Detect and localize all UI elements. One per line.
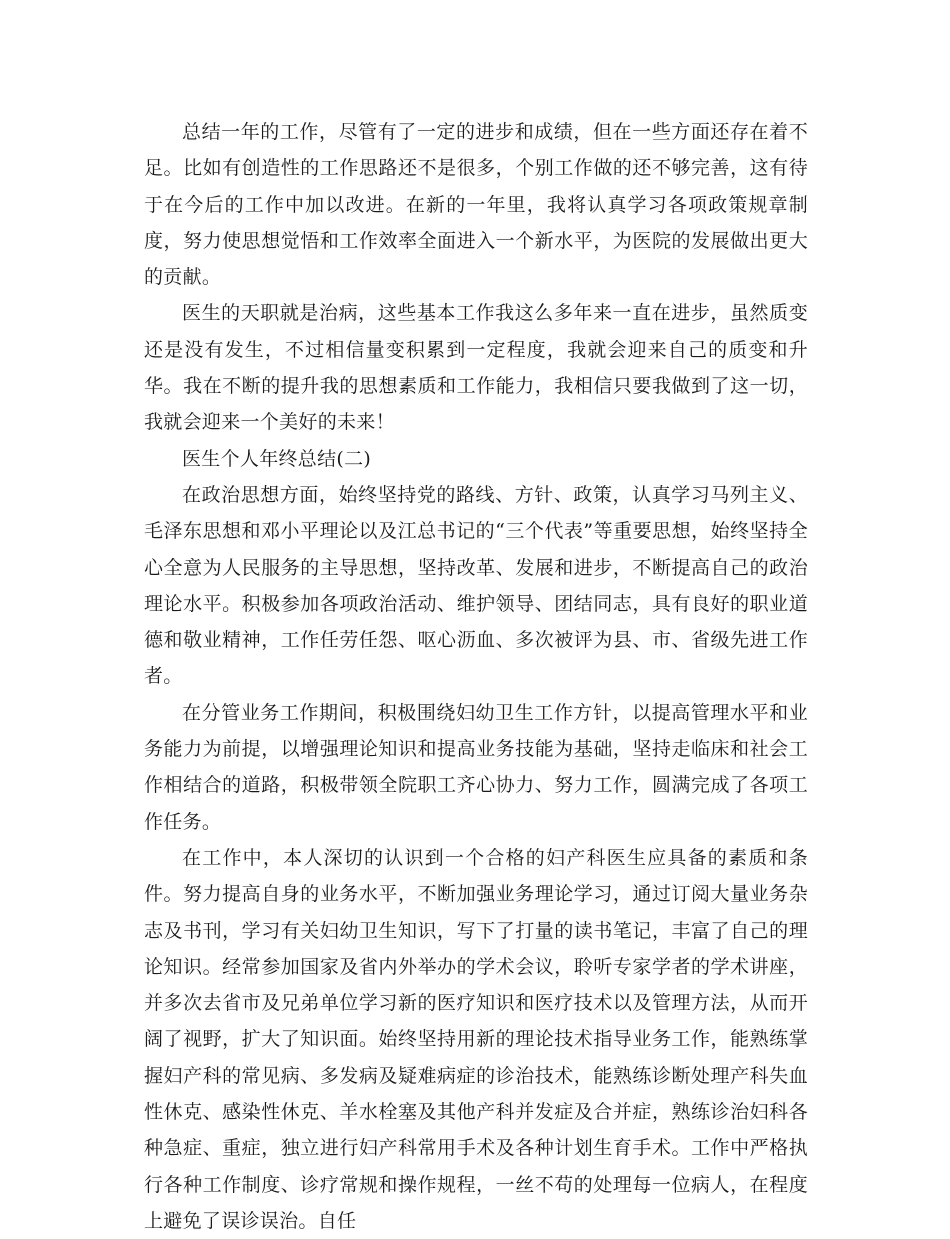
document-body bbox=[144, 114, 808, 1239]
paragraph-business-management: 在分管业务工作期间，积极围绕妇幼卫生工作方针，以提高管理水平和业务能力为前提，以增强理论知识和提高业务技能为基础，坚持走临床和社会工作相结合的道路，积极带领全院职工齐心协力、努力工作，圆满完成了各项工作任务。 bbox=[144, 701, 808, 833]
paragraph-doctor-duty: 医生的天职就是治病，这些基本工作我这么多年来一直在进步，虽然质变还是没有发生，不过相信量变积累到一定程度，我就会迎来自己的质变和升华。我在不断的提升我的思想素质和工作能力，我相信只要我做到了这一切，我就会迎来一个美好的未来！ bbox=[144, 302, 808, 434]
section-heading: 医生个人年终总结(二) bbox=[182, 447, 372, 470]
paragraph-work-practice: 在工作中，本人深切的认识到一个合格的妇产科医生应具备的素质和条件。努力提高自身的业务水平，不断加强业务理论学习，通过订阅大量业务杂志及书刊，学习有关妇幼卫生知识，写下了打量的读书笔记，丰富了自己的理论知识。经常参加国家及省内外举办的学术会议，聆听专家学者的学术讲座，并多次去省市及兄弟单位学习新的医疗知识和医疗技术以及管理方法，从而开阔了视野，扩大了知识面。始终坚持用新的理论技术指导业务工作，能熟练掌握妇产科的常见病、多发病及疑难病症的诊治技术，能熟练诊断处理产科失血性休克、感染性休克、羊水栓塞及其他产科并发症及合并症，熟练诊治妇科各种急症、重症，独立进行妇产科常用手术及各种计划生育手术。工作中严格执行各种工作制度、诊疗常规和操作规程，一丝不苟的处理每一位病人，在程度上避免了误诊误治。自任 bbox=[144, 846, 808, 1232]
paragraph-summary: 总结一年的工作，尽管有了一定的进步和成绩，但在一些方面还存在着不足。比如有创造性的工作思路还不是很多，个别工作做的还不够完善，这有待于在今后的工作中加以改进。在新的一年里，我将认真学习各项政策规章制度，努力使思想觉悟和工作效率全面进入一个新水平，为医院的发展做出更大的贡献。 bbox=[144, 121, 808, 289]
paragraph-political-thought: 在政治思想方面，始终坚持党的路线、方针、政策，认真学习马列主义、毛泽东思想和邓小平理论以及江总书记的“三个代表”等重要思想，始终坚持全心全意为人民服务的主导思想，坚持改革、发展和进步，不断提高自己的政治理论水平。积极参加各项政治活动、维护领导、团结同志，具有良好的职业道德和敬业精神，工作任劳任怨、呕心沥血、多次被评为县、市、省级先进工作者。 bbox=[144, 483, 808, 688]
